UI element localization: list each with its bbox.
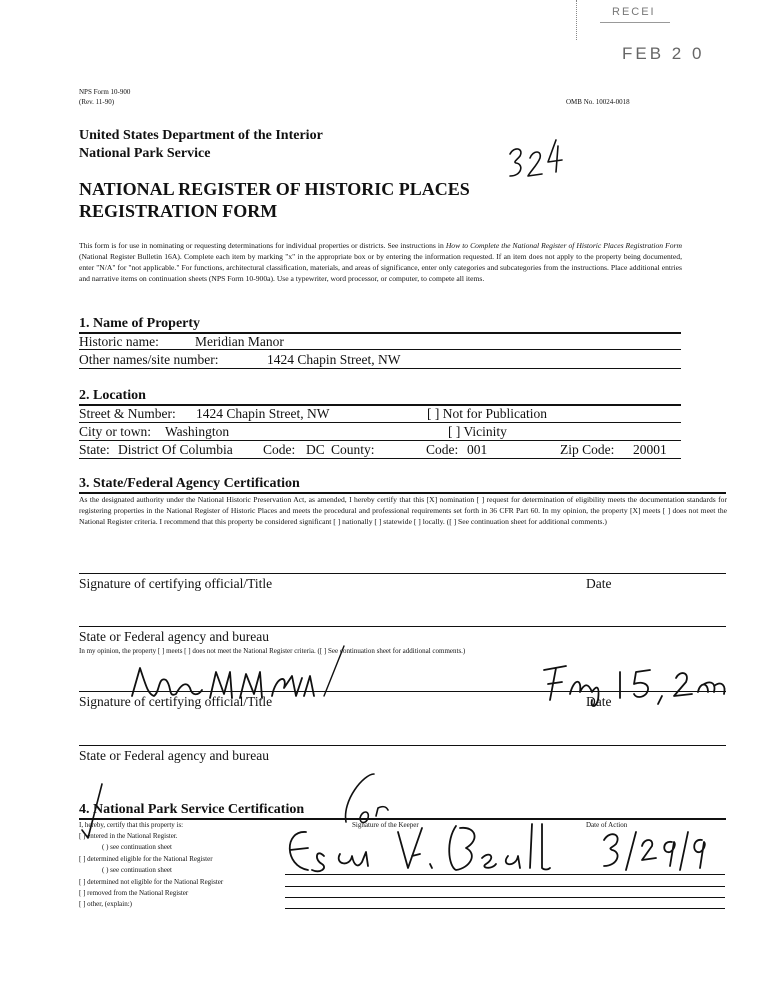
handwritten-number	[500, 132, 580, 192]
instructions-part1: This form is for use in nominating or requesting determinations for individual properties or districts. See instructions in	[79, 241, 446, 250]
historic-name-label: Historic name:	[79, 334, 159, 349]
agency1-label: State or Federal agency and bureau	[79, 629, 270, 644]
other-names-line	[79, 368, 681, 369]
agency-service: National Park Service	[79, 146, 211, 161]
keeper-label: Signature of the Keeper	[352, 821, 419, 829]
city-label: City or town:	[79, 424, 152, 439]
street-value[interactable]: 1424 Chapin Street, NW	[196, 406, 330, 421]
section3-heading: 3. State/Federal Agency Certification	[79, 476, 300, 491]
agency2-line	[79, 745, 726, 746]
certify-text: I, hereby, certify that this property is:	[79, 821, 184, 829]
certifying-date-handwritten	[538, 656, 738, 710]
opinion-text: In my opinion, the property [ ] meets [ ] does not meet the National Register criteria. ([ ] See continuation sheet for additional comments.)	[79, 647, 466, 655]
historic-name-line	[79, 349, 681, 350]
not-for-publication-checkbox[interactable]: [ ] Not for Publication	[427, 406, 547, 421]
omb-number: OMB No. 10024-0018	[566, 98, 630, 106]
street-line	[79, 422, 681, 423]
state-value[interactable]: District Of Columbia	[118, 442, 233, 457]
entered-check-mark	[78, 780, 108, 840]
option-eligible-continuation[interactable]: ( ) see continuation sheet	[102, 866, 172, 874]
zip-value[interactable]: 20001	[633, 442, 667, 457]
option-removed[interactable]: [ ] removed from the National Register	[79, 889, 189, 897]
street-label: Street & Number:	[79, 406, 176, 421]
agency1-line	[79, 626, 726, 627]
form-title-line2: REGISTRATION FORM	[79, 201, 278, 221]
agency2-label: State or Federal agency and bureau	[79, 748, 270, 763]
section1-heading: 1. Name of Property	[79, 316, 201, 331]
date1-label: Date	[586, 576, 612, 591]
date-of-action-label: Date of Action	[586, 821, 628, 829]
section1-rule	[79, 332, 681, 334]
form-revision: (Rev. 11-90)	[79, 98, 115, 106]
stamp-rule	[600, 22, 670, 23]
state-code-value[interactable]: DC	[306, 442, 325, 457]
stamp-date: FEB 2 0	[622, 44, 705, 63]
keeper-line-4	[285, 908, 725, 909]
keeper-signature	[280, 770, 600, 880]
date2-label: Date	[586, 694, 612, 709]
option-entered-continuation[interactable]: ( ) see continuation sheet	[102, 843, 172, 851]
instructions-paragraph	[79, 240, 682, 284]
state-label: State:	[79, 442, 110, 457]
section4-heading: 4. National Park Service Certification	[79, 802, 305, 817]
received-stamp	[612, 6, 732, 20]
vicinity-checkbox[interactable]: [ ] Vicinity	[448, 424, 507, 439]
keeper-line-3	[285, 897, 725, 898]
stamp-left-border	[576, 0, 577, 40]
option-determined-eligible[interactable]: [ ] determined eligible for the National Register	[79, 855, 213, 863]
section2-heading: 2. Location	[79, 388, 146, 403]
other-names-value[interactable]: 1424 Chapin Street, NW	[267, 352, 401, 367]
city-value[interactable]: Washington	[165, 424, 230, 439]
form-number: NPS Form 10-900	[79, 88, 131, 96]
city-line	[79, 440, 681, 441]
option-other[interactable]: [ ] other, (explain:)	[79, 900, 132, 908]
historic-name-value[interactable]: Meridian Manor	[195, 334, 284, 349]
stamp-text: RECEI	[612, 6, 656, 18]
signature2-line	[79, 691, 726, 692]
instructions-part2: (National Register Bulletin 16A). Complete each item by marking "x" in the appropriate box or by entering the information requested. If an item does not apply to the property being documented, enter "N/A" for "not applicable." For functions, architectural classification, materials, and areas of significance, enter only categories and subcategories from the instructions. Place additional entries and narrative items on continuation sheets (NPS Form 10-900a). Use a typewriter, word processor, or computer, to compete all items.	[79, 252, 682, 283]
other-names-label: Other names/site number:	[79, 352, 219, 367]
signature1-line	[79, 573, 726, 574]
county-code-value[interactable]: 001	[467, 442, 488, 457]
state-code-label: Code:	[263, 442, 296, 457]
certification-text: As the designated authority under the National Historic Preservation Act, as amended, I hereby certify that this [X] nomination [ ] request for determination of eligibility meets the documentation standards for registering properties in the National Register of Historic Places and meets the procedural and professional requirements set forth in 36 CFR Part 60. In my opinion, the property [X] meets [ ] does not meet the National Register criteria. I recommend that this property be considered significant [ ] nationally [ ] statewide [ ] locally. ([ ] See continuation sheet for additional comments.)	[79, 495, 727, 526]
date-of-action-handwritten	[600, 826, 720, 876]
zip-label: Zip Code:	[560, 442, 615, 457]
state-line	[79, 458, 681, 459]
keeper-line-2	[285, 886, 725, 887]
option-entered[interactable]: [ ] entered in the National Register.	[79, 832, 178, 840]
instructions-italic: How to Complete the National Register of Historic Places Registration Form	[445, 241, 682, 250]
county-label: County:	[331, 442, 375, 457]
signature1-label: Signature of certifying official/Title	[79, 576, 273, 591]
agency-department: United States Department of the Interior	[79, 128, 323, 143]
signature2-label: Signature of certifying official/Title	[79, 694, 273, 709]
form-title-line1: NATIONAL REGISTER OF HISTORIC PLACES	[79, 179, 470, 199]
option-not-eligible[interactable]: [ ] determined not eligible for the National Register	[79, 878, 224, 886]
county-code-label: Code:	[426, 442, 459, 457]
